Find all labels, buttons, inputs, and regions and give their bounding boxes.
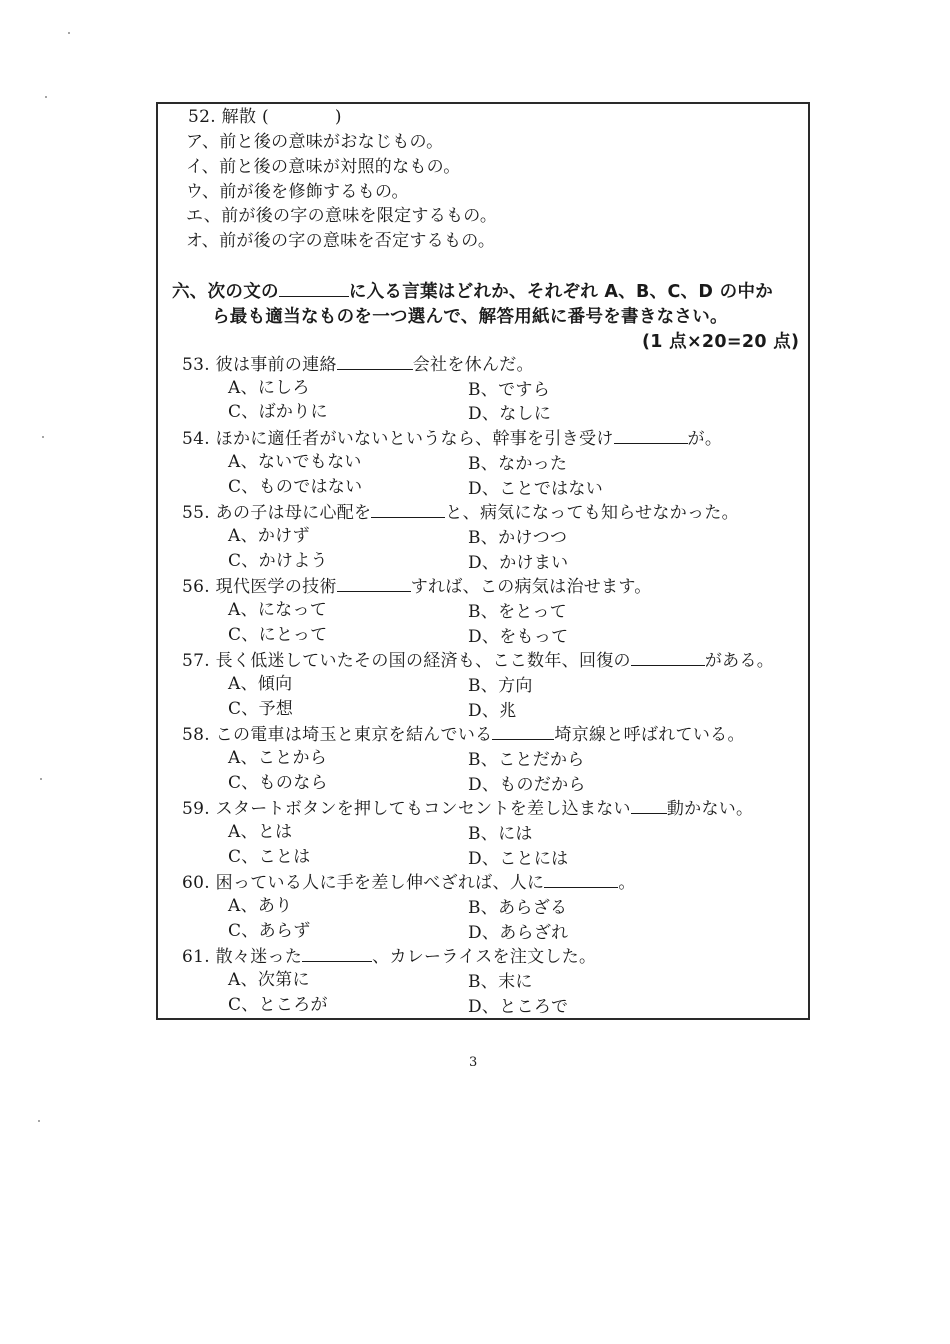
q52-stem (188, 106, 342, 128)
answer-blank (337, 353, 413, 370)
question-text: 60. 困っている人に手を差し伸べざれば、人に (182, 873, 545, 893)
scan-speck (42, 436, 44, 438)
option-c: C、かけよう (228, 551, 328, 571)
option-a: A、とは (228, 822, 293, 842)
answer-blank (371, 501, 445, 518)
question-stem (182, 797, 753, 820)
section6-points: (1 点×20=20 点) (642, 332, 800, 352)
option-a: A、にしろ (228, 378, 310, 398)
q52-option: ウ、前が後を修飾するもの。 (186, 182, 409, 202)
option-c: C、ばかりに (228, 402, 328, 422)
option-d: D、ものだから (468, 775, 586, 795)
option-a: A、あり (228, 896, 293, 916)
question-text: 61. 散々迷った (182, 947, 303, 967)
option-d: D、をもって (468, 627, 569, 647)
option-d: D、あらざれ (468, 923, 569, 943)
answer-blank (614, 427, 688, 444)
option-a: A、ないでもない (228, 452, 362, 472)
question-text-end: すれば、この病気は治せます。 (410, 577, 652, 597)
option-d: D、なしに (468, 404, 552, 424)
option-d: D、ことには (468, 849, 569, 869)
option-c: C、予想 (228, 699, 294, 719)
option-a: A、になって (228, 600, 328, 620)
option-b: B、には (468, 824, 533, 844)
option-c: C、ところが (228, 995, 328, 1015)
answer-blank (631, 797, 667, 814)
question-text-end: が。 (687, 429, 723, 449)
q52-option: オ、前が後の字の意味を否定するもの。 (186, 231, 496, 251)
question-text-end: 動かない。 (666, 799, 754, 819)
q52-close-paren: ) (334, 107, 342, 127)
q52-option: エ、前が後の字の意味を限定するもの。 (186, 206, 498, 226)
option-d: D、かけまい (468, 553, 569, 573)
question-stem (182, 353, 534, 376)
question-text: 58. この電車は埼玉と東京を結んでいる (182, 725, 493, 745)
question-text: 53. 彼は事前の連絡 (182, 355, 337, 375)
section6-instruction-line2: ら最も適当なものを一つ選んで、解答用紙に番号を書きなさい。 (212, 307, 728, 327)
question-stem (182, 649, 774, 672)
option-c: C、ことは (228, 847, 311, 867)
section6-instruction-line1 (172, 280, 773, 303)
q52-stem-text: 52. 解散 ( (188, 107, 269, 127)
question-box (156, 102, 810, 1020)
option-a: A、傾向 (228, 674, 293, 694)
option-a: A、かけず (228, 526, 310, 546)
option-b: B、をとって (468, 602, 567, 622)
question-text-end: 会社を休んだ。 (412, 355, 534, 375)
question-text: 56. 現代医学の技術 (182, 577, 337, 597)
question-text: 57. 長く低迷していたその国の経済も、ここ数年、回復の (182, 651, 631, 671)
scan-speck (38, 1120, 40, 1122)
scan-speck (45, 96, 47, 98)
option-b: B、あらざる (468, 898, 568, 918)
page-number: 3 (469, 1055, 478, 1070)
option-c: C、ものではない (228, 477, 363, 497)
scan-speck (40, 778, 42, 780)
option-b: B、ですら (468, 380, 550, 400)
answer-blank (337, 575, 411, 592)
option-c: C、あらず (228, 921, 311, 941)
option-d: D、ことではない (468, 479, 604, 499)
section6-label: 六、次の文の (172, 282, 279, 302)
answer-blank (302, 945, 372, 962)
question-stem (182, 427, 722, 450)
question-stem (182, 871, 636, 894)
question-text: 59. スタートボタンを押してもコンセントを差し込まない (182, 799, 631, 819)
question-text-end: 埼京線と呼ばれている。 (554, 725, 745, 745)
answer-blank (631, 649, 705, 666)
answer-blank (492, 723, 554, 740)
question-text-end: と、病気になっても知らせなかった。 (445, 503, 739, 523)
option-c: C、にとって (228, 625, 328, 645)
question-text: 54. ほかに適任者がいないというなら、幹事を引き受け (182, 429, 614, 449)
answer-blank (544, 871, 618, 888)
option-b: B、ことだから (468, 750, 585, 770)
option-a: A、ことから (228, 748, 328, 768)
option-b: B、方向 (468, 676, 533, 696)
scan-speck (68, 32, 70, 34)
option-b: B、末に (468, 972, 533, 992)
q52-option: イ、前と後の意味が対照的なもの。 (186, 157, 461, 177)
question-stem (182, 575, 652, 598)
question-stem (182, 945, 596, 968)
question-text-end: がある。 (704, 651, 775, 671)
option-a: A、次第に (228, 970, 310, 990)
question-text-end: 、カレーライスを注文した。 (372, 947, 597, 967)
answer-blank (279, 280, 349, 297)
option-d: D、ところで (468, 997, 569, 1017)
option-c: C、ものなら (228, 773, 328, 793)
question-stem (182, 723, 745, 746)
section6-instruction-text: に入る言葉はどれか、それぞれ A、B、C、D の中か (348, 282, 774, 302)
question-stem (182, 501, 739, 524)
question-text-end: 。 (618, 873, 636, 893)
option-b: B、なかった (468, 454, 568, 474)
q52-option: ア、前と後の意味がおなじもの。 (186, 132, 444, 152)
option-d: D、兆 (468, 701, 517, 721)
option-b: B、かけつつ (468, 528, 568, 548)
question-text: 55. あの子は母に心配を (182, 503, 372, 523)
